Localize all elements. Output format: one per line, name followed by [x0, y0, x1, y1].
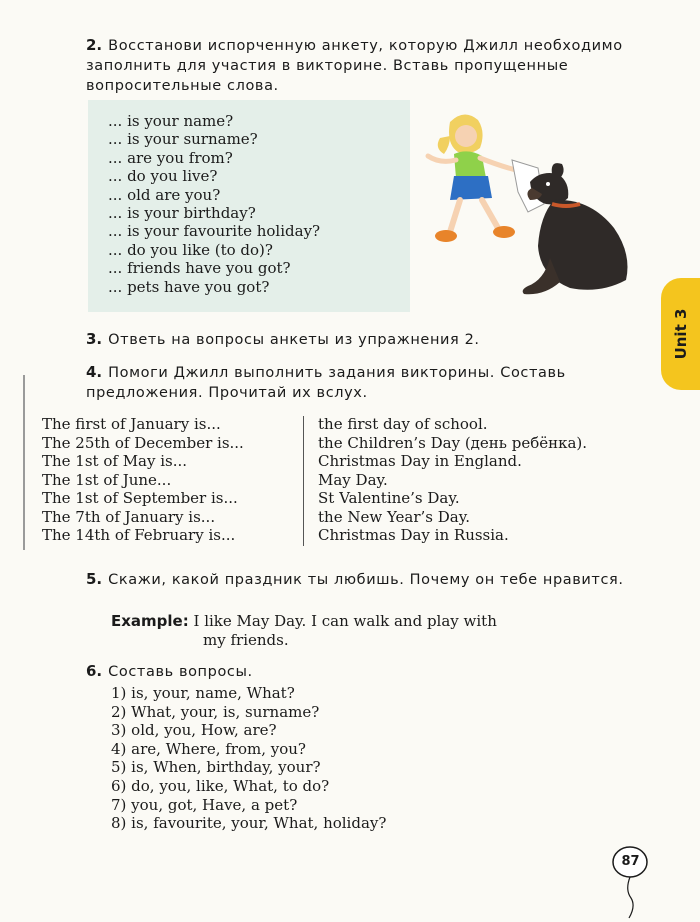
scrambled-question-item: 4) are, Where, from, you? [111, 739, 306, 758]
matching-left-item: The 1st of September is... [42, 489, 238, 507]
girl-and-dog-illustration [420, 108, 635, 298]
unit-tab [661, 278, 700, 390]
matching-right-item: Christmas Day in England. [318, 452, 522, 470]
matching-left-item: The 7th of January is... [42, 507, 216, 526]
task-4 [86, 363, 656, 403]
dog-figure [523, 163, 628, 294]
question-item: ... pets have you got? [108, 277, 270, 296]
task-6-number: 6. [86, 662, 103, 680]
scrambled-question-item: 7) you, got, Have, a pet? [111, 795, 298, 814]
task-3-number: 3. [86, 330, 103, 348]
task-3 [86, 330, 480, 350]
matching-right-item: the first day of school. [318, 415, 488, 433]
task-2-number: 2. [86, 36, 103, 54]
girl-figure [428, 114, 516, 242]
scrambled-question-item: 5) is, When, birthday, your? [111, 758, 321, 777]
matching-right-item: the Children’s Day (день ребёнка). [318, 433, 588, 452]
task-3-instruction: Ответь на вопросы анкеты из упражнения 2. [108, 332, 480, 348]
scrambled-question-item: 8) is, favourite, your, What, holiday? [111, 814, 387, 833]
question-item: ... is your favourite holiday? [108, 222, 321, 241]
questionnaire-list [108, 112, 320, 296]
matching-left-column [42, 415, 244, 545]
scrambled-questions-list [111, 684, 386, 833]
matching-right-item: Christmas Day in Russia. [318, 526, 509, 544]
matching-left-item: The 1st of June... [42, 470, 172, 489]
task-2 [86, 36, 656, 96]
matching-right-item: May Day. [318, 470, 388, 489]
example-text-line1: I like May Day. I can walk and play with [193, 612, 497, 630]
matching-right-column [318, 415, 587, 545]
page-number-balloon [608, 846, 653, 922]
task-4-instruction: Помоги Джилл выполнить задания викторины. Составь предложения. Прочитай их вслух. [86, 365, 566, 401]
matching-left-item: The 14th of February is... [42, 526, 236, 544]
matching-right-item: St Valentine’s Day. [318, 489, 460, 507]
page-edge-line [23, 375, 25, 550]
example-label: Example: [111, 612, 189, 630]
scrambled-question-item: 2) What, your, is, surname? [111, 702, 320, 721]
task-6 [86, 662, 253, 682]
scrambled-question-item: 1) is, your, name, What? [111, 684, 295, 702]
question-item: ... do you like (to do)? [108, 240, 273, 259]
question-item: ... is your birthday? [108, 203, 256, 222]
column-divider [303, 416, 304, 546]
task-5-instruction: Скажи, какой праздник ты любишь. Почему он тебе нравится. [108, 572, 624, 588]
unit-tab-label: Unit 3 [671, 308, 690, 360]
task-2-instruction: Восстанови испорченную анкету, которую Джилл необходимо заполнить для участия в викторине. Вставь пропущенные вопросительные слова. [86, 38, 623, 94]
scrambled-question-item: 3) old, you, How, are? [111, 721, 277, 740]
task-5-number: 5. [86, 570, 103, 588]
example-text-line2: my friends. [203, 631, 289, 649]
question-item: ... are you from? [108, 148, 233, 167]
scrambled-question-item: 6) do, you, like, What, to do? [111, 776, 330, 795]
question-item: ... is your surname? [108, 130, 258, 149]
question-item: ... old are you? [108, 185, 221, 204]
matching-right-item: the New Year’s Day. [318, 507, 470, 526]
matching-left-item: The 25th of December is... [42, 433, 244, 452]
task-6-instruction: Составь вопросы. [108, 664, 253, 680]
question-item: ... do you live? [108, 167, 218, 186]
page-number: 87 [621, 854, 640, 869]
question-item: ... is your name? [108, 112, 234, 130]
task-5 [86, 570, 646, 590]
example-block [111, 612, 631, 650]
matching-left-item: The first of January is... [42, 415, 221, 433]
task-4-number: 4. [86, 363, 103, 381]
matching-left-item: The 1st of May is... [42, 452, 188, 470]
question-item: ... friends have you got? [108, 259, 291, 278]
